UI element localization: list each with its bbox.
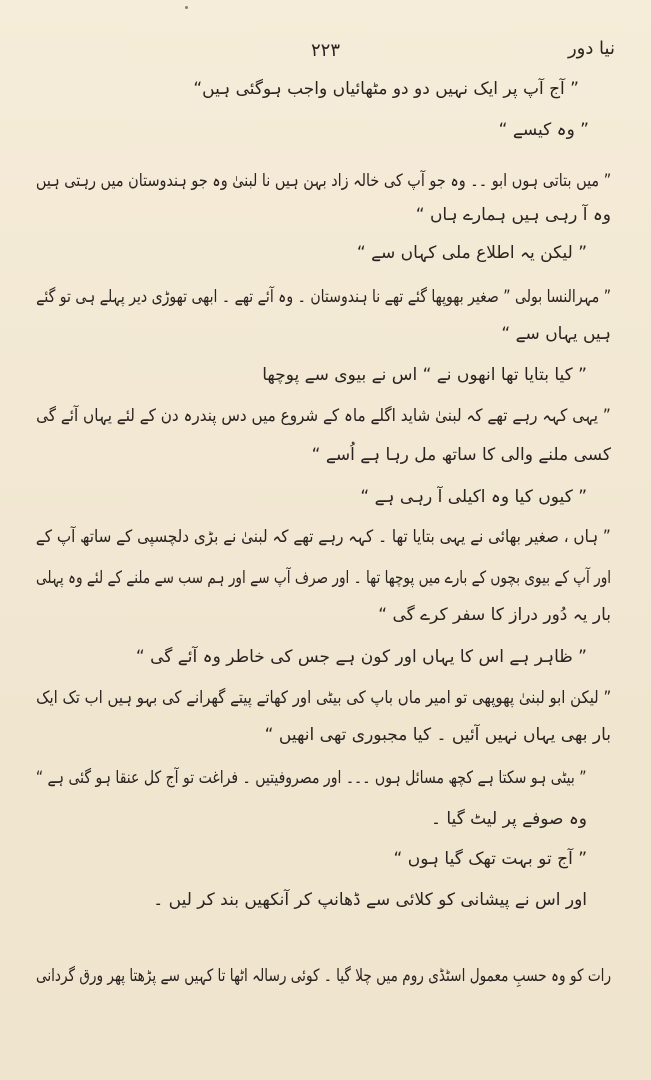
text-line-15: ” ظاہر ہے اس کا یہاں اور کون ہے جس کی خاطر وہ آئے گی “ (135, 647, 587, 667)
text-line-17: بار بھی یہاں نہیں آئیں ۔ کیا مجبوری تھی انھیں “ (264, 725, 611, 745)
text-line-8: ” کیا بتایا تھا انھوں نے “ اس نے بیوی سے پوچھا (262, 365, 587, 385)
text-line-18: ” بیٹی ہو سکتا ہے کچھ مسائل ہوں ۔۔۔ اور مصروفیتیں ۔ فراغت تو آج کل عنقا ہو گئی ہے “ (36, 768, 587, 788)
text-line-4: وہ آ رہی ہیں ہمارے ہاں “ (415, 205, 611, 225)
text-line-7: ہیں یہاں سے “ (501, 324, 611, 344)
text-line-12: ” ہاں ، صغیر بھائی نے یہی بتایا تھا ۔ کہہ رہے تھے کہ لبنیٰ نے بڑی دلچسپی کے ساتھ آپ کے (36, 527, 611, 547)
text-line-19: وہ صوفے پر لیٹ گیا ۔ (431, 809, 587, 829)
text-line-22: رات کو وہ حسبِ معمول اسٹڈی روم میں چلا گیا ۔ کوئی رسالہ اٹھا تا کہیں سے پڑھتا پھر ورق گردانی (35, 966, 611, 986)
text-line-9: ” یہی کہہ رہے تھے کہ لبنیٰ شاید اگلے ماہ کے شروع میں دس پندرہ دن کے لئے یہاں آئے گی (36, 406, 611, 426)
text-line-16: ” لیکن ابو لبنیٰ پھوپھی تو امیر ماں باپ کی بیٹی اور کھاتے پیتے گھرانے کی بہو ہیں اب تک ایک (35, 688, 611, 708)
running-header-title: نیا دور (567, 38, 615, 59)
text-line-5: ” لیکن یہ اطلاع ملی کہاں سے “ (356, 243, 587, 263)
text-line-21: اور اس نے پیشانی کو کلائی سے ڈھانپ کر آنکھیں بند کر لیں ۔ (153, 890, 587, 910)
text-line-6: ” مہرالنسا بولی ” صغیر بھوپھا گئے تھے نا ہندوستان ۔ وہ آئے تھے ۔ ابھی تھوڑی دیر پہلے ہی تو گئے (36, 287, 611, 307)
text-line-20: ” آج تو بہت تھک گیا ہوں “ (393, 849, 587, 869)
text-line-1: ” آج آپ پر ایک نہیں دو دو مٹھائیاں واجب ہوگئی ہیں“ (193, 79, 579, 99)
text-line-10: کسی ملنے والی کا ساتھ مل رہا ہے اُسے “ (311, 445, 611, 465)
text-line-2: ” وہ کیسے “ (498, 120, 589, 140)
paper-speck (185, 6, 188, 9)
text-line-3: ” میں بتاتی ہوں ابو ۔۔ وہ جو آپ کی خالہ زاد بہن ہیں نا لبنیٰ وہ جو ہندوستان میں رہتی ہیں (35, 171, 611, 191)
text-line-13: اور آپ کے بیوی بچوں کے بارے میں پوچھا تھا ۔ اور صرف آپ سے اور ہم سب سے ملنے کے لئے وہ پہلی (35, 568, 611, 588)
text-line-14: بار یہ دُور دراز کا سفر کرے گی “ (378, 605, 611, 625)
page-number: ۲۲۳ (310, 40, 340, 61)
text-line-11: ” کیوں کیا وہ اکیلی آ رہی ہے “ (360, 487, 587, 507)
